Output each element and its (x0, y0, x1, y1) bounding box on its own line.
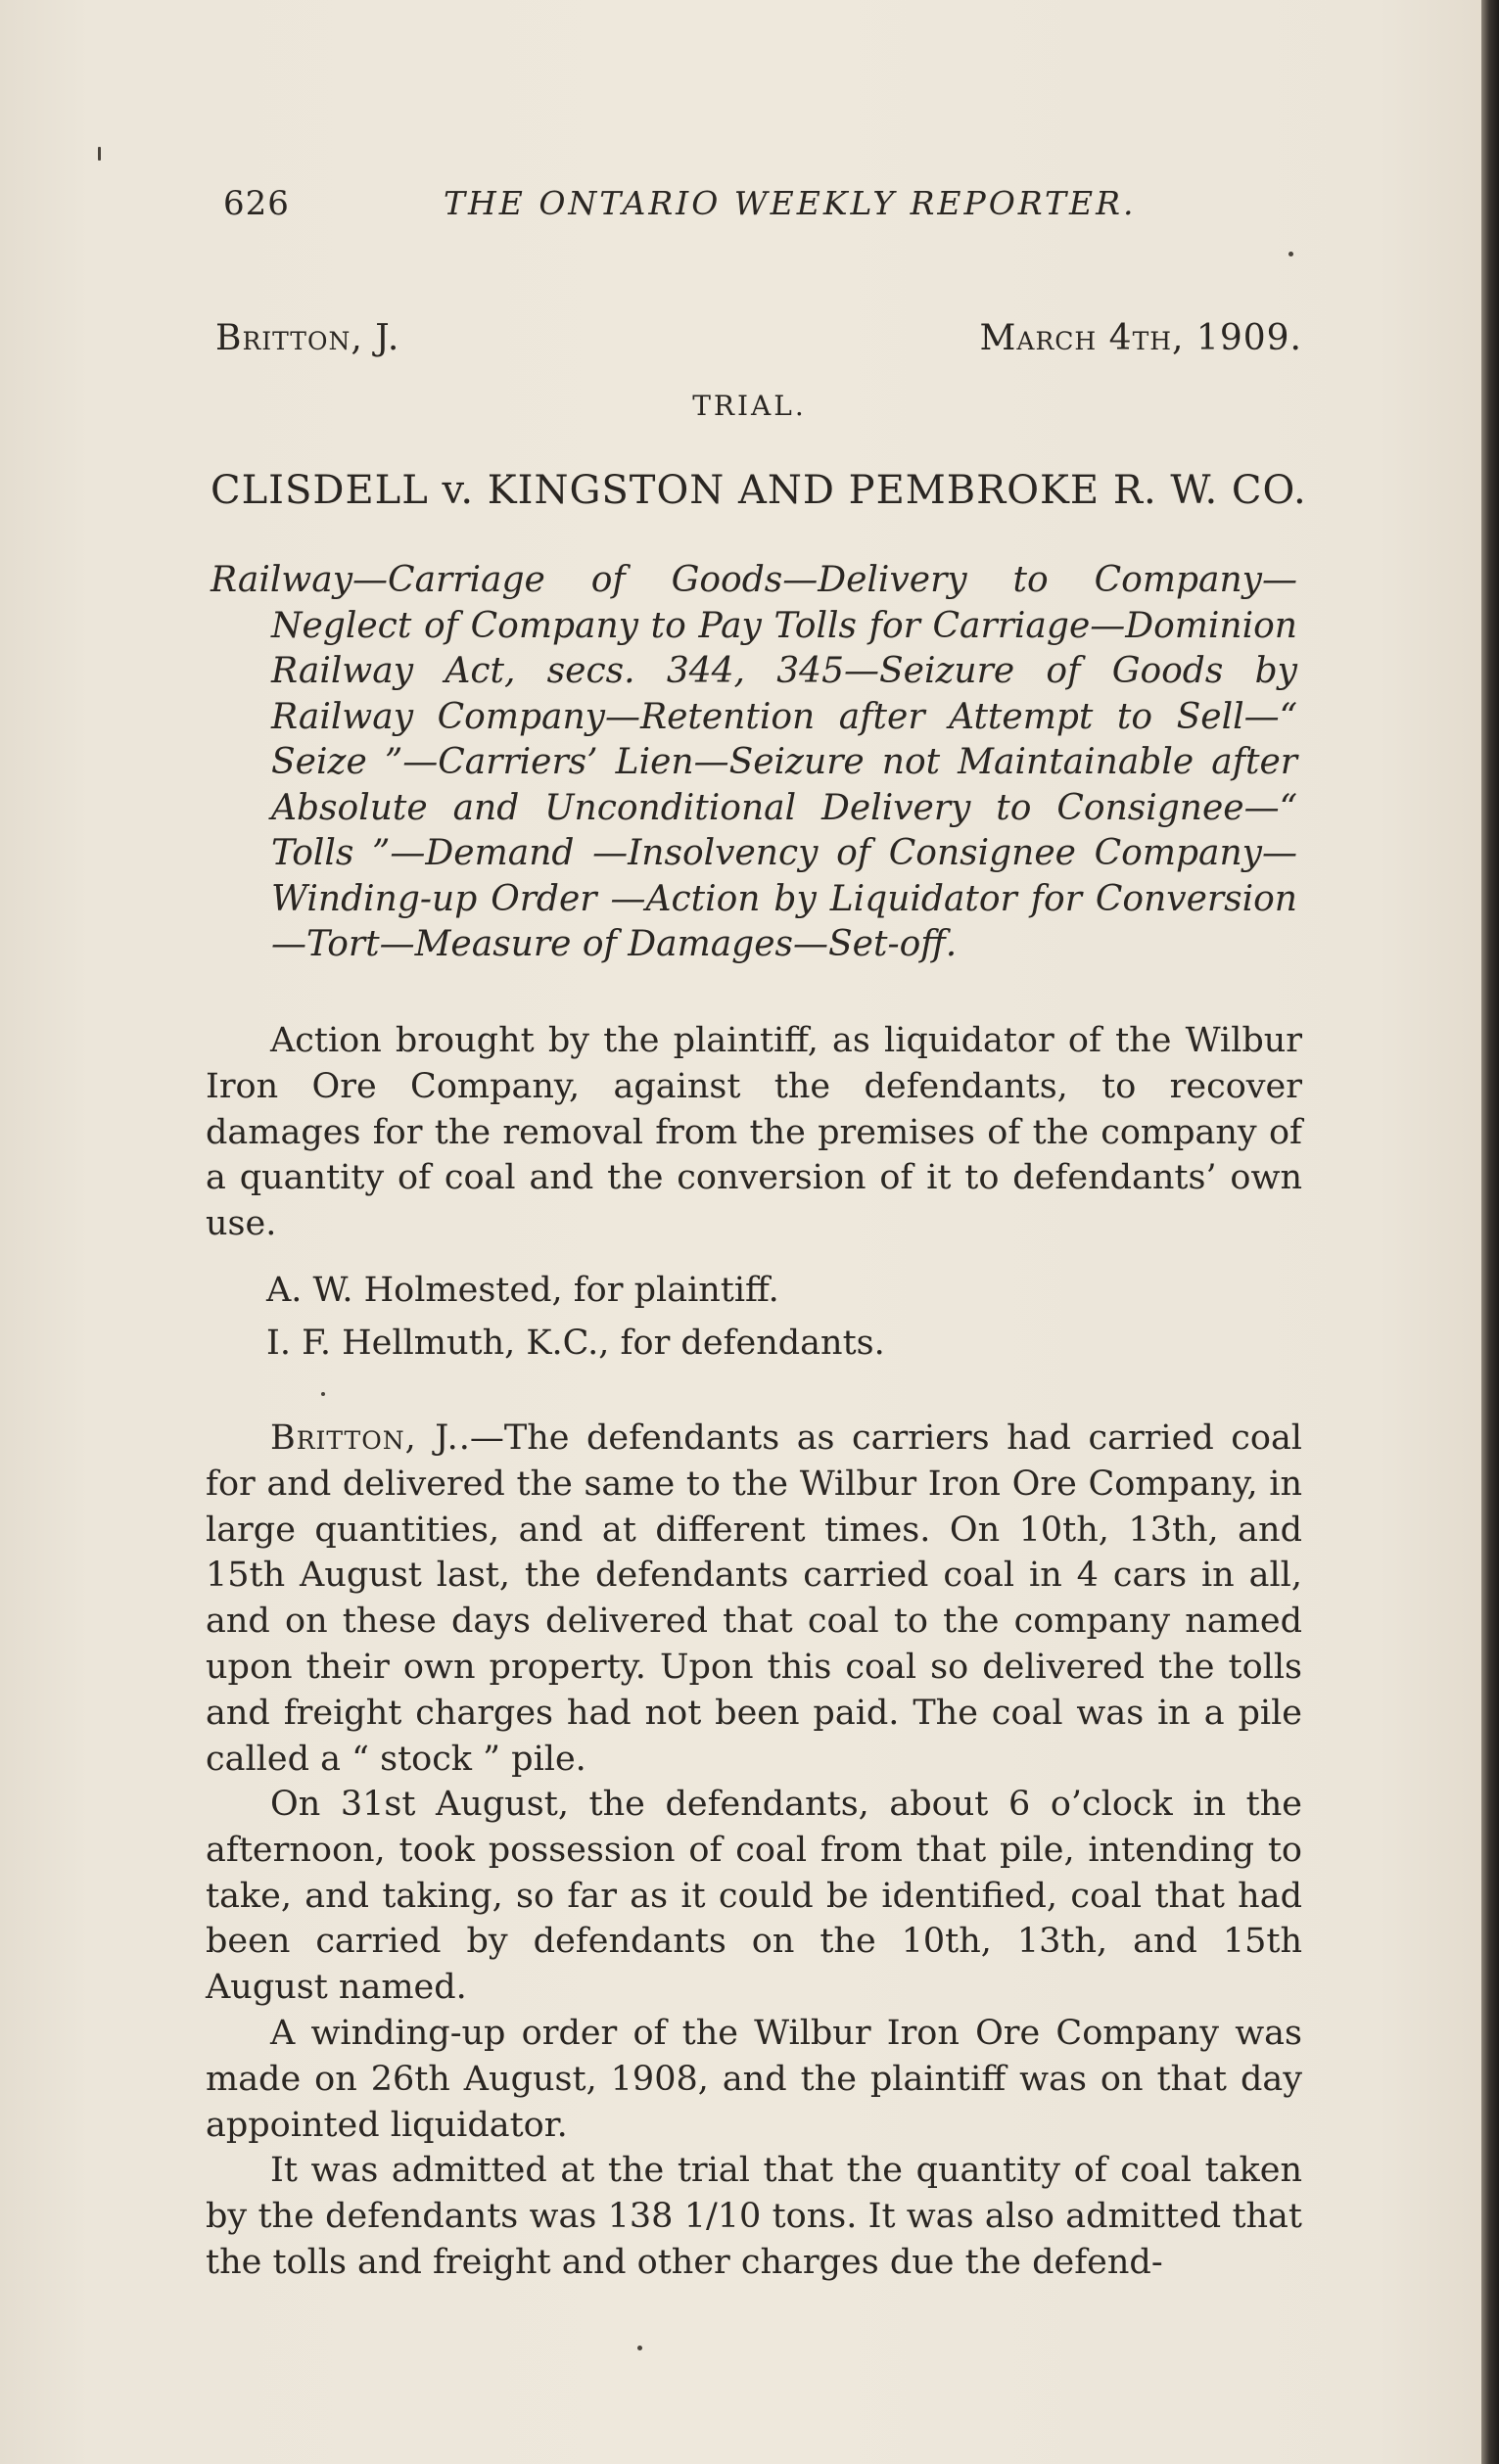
page-edge-shadow (1481, 0, 1499, 2464)
judgment-paragraph-4: It was admitted at the trial that the quantity of coal taken by the defendants was 138 1/10 tons. It was also admitted that the tolls and freight and other charges due the defend- (206, 2151, 1302, 2282)
running-head: THE ONTARIO WEEKLY REPORTER. (444, 184, 1137, 222)
page-number: 626 (223, 184, 290, 223)
judgment-opening (206, 1416, 1302, 1782)
section-label-text: TRIAL. (692, 390, 807, 422)
judgment-judge-name: Britton, J. (270, 1418, 459, 1458)
section-label (0, 390, 1499, 422)
scan-speck (1288, 252, 1293, 256)
decision-date: March 4th, 1909. (979, 318, 1302, 358)
scan-speck (98, 147, 101, 161)
case-title: CLISDELL v. KINGSTON AND PEMBROKE R. W. CO. (211, 468, 1307, 513)
judgment-paragraph-3: A winding-up order of the Wilbur Iron Ore Company was made on 26th August, 1908, and the plaintiff was on that day appointed liquidator. (206, 2014, 1302, 2145)
headnote: Railway—Carriage of Goods—Delivery to Company—Neglect of Company to Pay Tolls for Carriage—Dominion Railway Act, secs. 344, 345—Seizure of Goods by Railway Company—Retention after Attempt to Sell—“ Seize ”—Carriers’ Lien—Seizure not Maintainable after Absolute and Unconditional Delivery to Consignee—“ Tolls ”—Demand —Insolvency of Consignee Company—Winding-up Order —Action by Liquidator for Conversion—Tort—Measure of Damages—Set-off. (211, 560, 1297, 964)
action-summary: Action brought by the plaintiff, as liquidator of the Wilbur Iron Ore Company, against the defendants, to recover damages for the removal from the premises of the company of a quantity of coal and the conversion of it to defendants’ own use. (206, 1021, 1302, 1244)
page-header (223, 184, 1300, 233)
judgment-paragraph-2: On 31st August, the defendants, about 6 o’clock in the afternoon, took possession of coal from that pile, intending to take, and taking, so far as it could be identified, coal that had been carried by defendants on the 10th, 13th, and 15th August named. (206, 1785, 1302, 2008)
judgment-opening-text: .—The defendants as carriers had carried coal for and delivered the same to the Wilbur Iron Ore Company, in large quantities, and at different times. On 10th, 13th, and 15th August last, the defendants carried coal in 4 cars in all, and on these days delivered that coal to the company named upon their own property. Upon this coal so delivered the tolls and freight charges had not been paid. The coal was in a pile called a “ stock ” pile. (206, 1418, 1303, 1779)
scan-speck (637, 2346, 642, 2350)
counsel-plaintiff: A. W. Holmested, for plaintiff. (266, 1271, 779, 1310)
counsel-defendants: I. F. Hellmuth, K.C., for defendants. (266, 1324, 885, 1363)
judge-name: Britton, J. (215, 318, 400, 358)
scan-speck (321, 1392, 325, 1396)
